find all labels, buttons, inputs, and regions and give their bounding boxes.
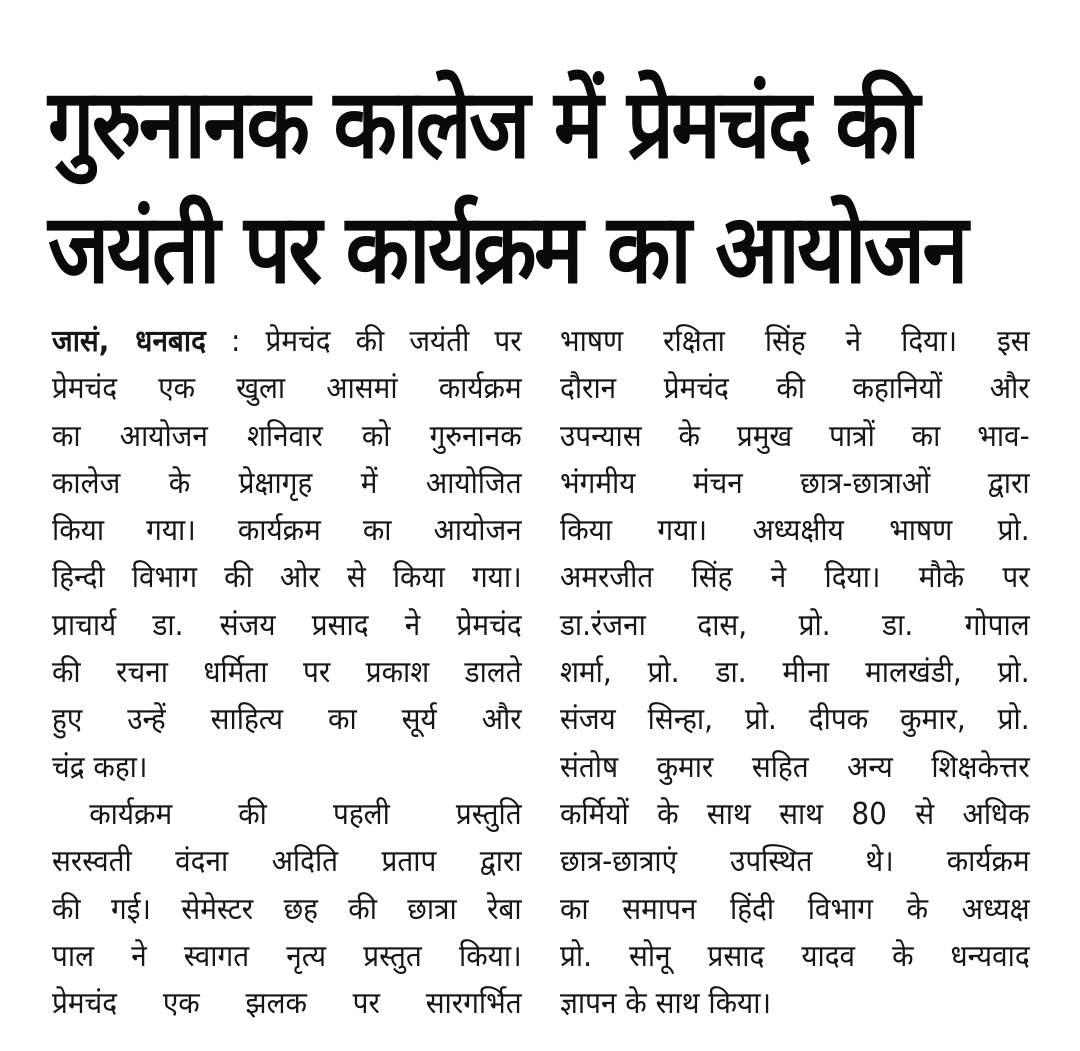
article-headline <box>48 62 966 312</box>
text-line: डा.रंजना दास, प्रो. डा. गोपाल <box>560 607 1030 643</box>
text-line: संजय सिन्हा, प्रो. दीपक कुमार, प्रो. <box>560 702 1030 738</box>
text-line: छात्र-छात्राएं उपस्थित थे। कार्यक्रम <box>560 844 1030 880</box>
text-line: अमरजीत सिंह ने दिया। मौके पर <box>560 560 1030 596</box>
text-line: भंगमीय मंचन छात्र-छात्राओं द्वारा <box>560 465 1030 501</box>
text-line: सरस्वती वंदना अदिति प्रताप द्वारा <box>52 844 522 880</box>
text-line: कार्यक्रम की पहली प्रस्तुति <box>89 796 522 832</box>
article-column-right <box>560 318 1030 1027</box>
text-line: पाल ने स्वागत नृत्य प्रस्तुत किया। <box>52 938 522 974</box>
text-line: प्रेमचंद एक झलक पर सारगर्भित <box>52 986 522 1022</box>
text-line: का समापन हिंदी विभाग के अध्यक्ष <box>560 891 1030 927</box>
text-line: भाषण रक्षिता सिंह ने दिया। इस <box>560 324 1030 359</box>
text-line: किया गया। अध्यक्षीय भाषण प्रो. <box>560 513 1030 549</box>
text-line: ज्ञापन के साथ किया। <box>560 986 772 1022</box>
text-line: प्राचार्य डा. संजय प्रसाद ने प्रेमचंद <box>52 607 522 643</box>
text-line: की रचना धर्मिता पर प्रकाश डालते <box>52 655 522 691</box>
dateline: जासं, धनबाद <box>52 324 206 359</box>
text-line: दौरान प्रेमचंद की कहानियों और <box>560 371 1030 407</box>
text-line: हुए उन्हें साहित्य का सूर्य और <box>52 702 522 738</box>
text-line: प्रेमचंद एक खुला आसमां कार्यक्रम <box>52 371 522 407</box>
headline-line-2: जयंती पर कार्यक्रम का आयोजन <box>48 193 966 305</box>
text-line: प्रो. सोनू प्रसाद यादव के धन्यवाद <box>560 938 1030 974</box>
text-line: संतोष कुमार सहित अन्य शिक्षकेत्तर <box>560 749 1030 785</box>
text-line: कालेज के प्रेक्षागृह में आयोजित <box>52 465 522 501</box>
text-line: हिन्दी विभाग की ओर से किया गया। <box>52 560 522 596</box>
text-line-content: प्रेमचंद की जयंती पर <box>265 324 522 359</box>
headline-line-1: गुरुनानक कालेज में प्रेमचंद की <box>48 68 918 180</box>
text-line: उपन्यास के प्रमुख पात्रों का भाव- <box>560 418 1030 454</box>
text-line: चंद्र कहा। <box>52 749 148 785</box>
article-column-left <box>52 318 522 1027</box>
text-line: जासं, धनबाद : प्रेमचंद की जयंती पर <box>52 324 522 359</box>
text-line: किया गया। कार्यक्रम का आयोजन <box>52 513 522 549</box>
text-line: शर्मा, प्रो. डा. मीना मालखंडी, प्रो. <box>560 655 1030 691</box>
text-line: कर्मियों के साथ साथ 80 से अधिक <box>560 796 1030 832</box>
text-line: का आयोजन शनिवार को गुरुनानक <box>52 418 522 454</box>
text-line: की गई। सेमेस्टर छह की छात्रा रेबा <box>52 891 522 927</box>
